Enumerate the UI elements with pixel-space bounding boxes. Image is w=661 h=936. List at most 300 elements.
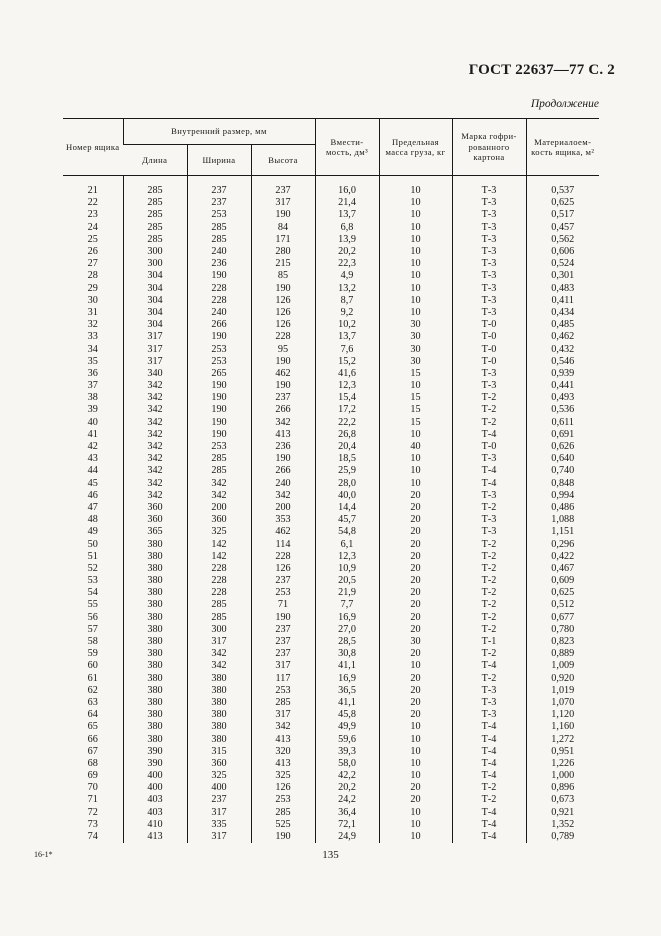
cell-material-consumption: 0,920	[526, 673, 599, 685]
cell-board-grade: Т-3	[452, 709, 526, 721]
cell-length: 285	[123, 176, 187, 198]
cell-material-consumption: 0,422	[526, 551, 599, 563]
cell-material-consumption: 0,939	[526, 368, 599, 380]
cell-max-load: 10	[379, 758, 452, 770]
cell-capacity: 20,2	[315, 782, 379, 794]
col-header-board-grade: Марка гофри-рованного картона	[452, 119, 526, 176]
table-row	[63, 209, 599, 221]
cell-max-load: 10	[379, 209, 452, 221]
cell-max-load: 10	[379, 380, 452, 392]
table-row	[63, 819, 599, 831]
cell-length: 342	[123, 453, 187, 465]
cell-width: 228	[187, 283, 251, 295]
table-row	[63, 392, 599, 404]
cell-capacity: 59,6	[315, 733, 379, 745]
cell-box-number: 33	[87, 331, 98, 343]
cell-material-consumption: 1,151	[526, 526, 599, 538]
cell-capacity: 17,2	[315, 404, 379, 416]
cell-height: 190	[251, 209, 315, 221]
cell-height: 84	[251, 222, 315, 234]
cell-length: 380	[123, 563, 187, 575]
cell-box-number: 63	[87, 696, 98, 708]
cell-max-load: 20	[379, 563, 452, 575]
cell-capacity: 27,0	[315, 624, 379, 636]
cell-width: 190	[187, 331, 251, 343]
cell-width: 142	[187, 538, 251, 550]
table-row	[63, 721, 599, 733]
cell-board-grade: Т-3	[452, 295, 526, 307]
cell-box-number: 59	[87, 648, 98, 660]
cell-width: 380	[187, 685, 251, 697]
table-row	[63, 441, 599, 453]
cell-capacity: 10,9	[315, 563, 379, 575]
cell-width: 342	[187, 490, 251, 502]
cell-board-grade: Т-3	[452, 453, 526, 465]
cell-width: 360	[187, 514, 251, 526]
cell-material-consumption: 0,296	[526, 538, 599, 550]
cell-board-grade: Т-2	[452, 599, 526, 611]
cell-material-consumption: 1,019	[526, 685, 599, 697]
cell-box-number: 24	[87, 221, 98, 233]
table-row	[63, 599, 599, 611]
cell-box-number: 37	[87, 380, 98, 392]
cell-height: 236	[251, 441, 315, 453]
cell-board-grade: Т-4	[452, 807, 526, 819]
cell-capacity: 20,4	[315, 441, 379, 453]
cell-max-load: 30	[379, 343, 452, 355]
cell-width: 228	[187, 563, 251, 575]
cell-capacity: 22,3	[315, 258, 379, 270]
cell-length: 342	[123, 380, 187, 392]
table-row	[63, 234, 599, 246]
table-row	[63, 538, 599, 550]
cell-board-grade: Т-3	[452, 209, 526, 221]
table-row	[63, 246, 599, 258]
cell-width: 380	[187, 733, 251, 745]
cell-height: 266	[251, 404, 315, 416]
table-row	[63, 831, 599, 843]
cell-capacity: 13,7	[315, 209, 379, 221]
cell-max-load: 15	[379, 392, 452, 404]
cell-length: 304	[123, 295, 187, 307]
cell-material-consumption: 1,120	[526, 709, 599, 721]
cell-capacity: 14,4	[315, 502, 379, 514]
cell-capacity: 36,4	[315, 807, 379, 819]
cell-capacity: 6,8	[315, 222, 379, 234]
table-row	[63, 368, 599, 380]
table-row	[63, 258, 599, 270]
cell-capacity: 21,4	[315, 197, 379, 209]
cell-height: 462	[251, 526, 315, 538]
cell-length: 342	[123, 465, 187, 477]
cell-width: 237	[187, 197, 251, 209]
cell-box-number: 62	[87, 684, 98, 696]
table-row	[63, 343, 599, 355]
cell-height: 126	[251, 563, 315, 575]
cell-length: 380	[123, 685, 187, 697]
cell-capacity: 30,8	[315, 648, 379, 660]
cell-height: 342	[251, 490, 315, 502]
cell-board-grade: Т-3	[452, 490, 526, 502]
cell-material-consumption: 0,537	[526, 176, 599, 198]
cell-max-load: 20	[379, 794, 452, 806]
cell-max-load: 10	[379, 831, 452, 843]
cell-board-grade: Т-4	[452, 733, 526, 745]
cell-box-number: 68	[87, 757, 98, 769]
cell-width: 253	[187, 209, 251, 221]
cell-board-grade: Т-4	[452, 429, 526, 441]
cell-height: 126	[251, 319, 315, 331]
cell-box-number: 31	[87, 306, 98, 318]
table-row	[63, 770, 599, 782]
cell-width: 380	[187, 673, 251, 685]
cell-box-number: 58	[87, 636, 98, 648]
table-row	[63, 270, 599, 282]
cell-board-grade: Т-0	[452, 356, 526, 368]
table-row	[63, 490, 599, 502]
cell-material-consumption: 0,434	[526, 307, 599, 319]
cell-capacity: 16,0	[315, 176, 379, 198]
cell-max-load: 10	[379, 234, 452, 246]
cell-max-load: 10	[379, 307, 452, 319]
table-row	[63, 758, 599, 770]
cell-board-grade: Т-2	[452, 587, 526, 599]
cell-height: 240	[251, 478, 315, 490]
cell-box-number: 26	[87, 246, 98, 258]
cell-height: 342	[251, 417, 315, 429]
cell-max-load: 20	[379, 599, 452, 611]
cell-width: 253	[187, 441, 251, 453]
cell-height: 215	[251, 258, 315, 270]
cell-max-load: 10	[379, 222, 452, 234]
cell-height: 200	[251, 502, 315, 514]
table-row	[63, 697, 599, 709]
continuation-label: Продолжение	[530, 98, 599, 110]
cell-capacity: 45,8	[315, 709, 379, 721]
col-header-max-load: Предельная масса груза, кг	[379, 119, 452, 176]
cell-material-consumption: 0,562	[526, 234, 599, 246]
cell-capacity: 49,9	[315, 721, 379, 733]
cell-material-consumption: 0,740	[526, 465, 599, 477]
cell-height: 190	[251, 283, 315, 295]
cell-width: 285	[187, 599, 251, 611]
cell-width: 325	[187, 770, 251, 782]
cell-material-consumption: 0,625	[526, 587, 599, 599]
cell-box-number: 70	[87, 782, 98, 794]
cell-max-load: 20	[379, 709, 452, 721]
cell-height: 190	[251, 356, 315, 368]
cell-height: 71	[251, 599, 315, 611]
cell-length: 285	[123, 197, 187, 209]
cell-board-grade: Т-2	[452, 575, 526, 587]
cell-length: 285	[123, 222, 187, 234]
cell-capacity: 42,2	[315, 770, 379, 782]
table-row	[63, 197, 599, 209]
col-header-height: Высота	[251, 145, 315, 176]
cell-box-number: 40	[87, 416, 98, 428]
cell-width: 315	[187, 746, 251, 758]
cell-max-load: 10	[379, 295, 452, 307]
table-row	[63, 551, 599, 563]
cell-width: 253	[187, 356, 251, 368]
cell-material-consumption: 0,626	[526, 441, 599, 453]
cell-material-consumption: 1,226	[526, 758, 599, 770]
cell-max-load: 20	[379, 575, 452, 587]
cell-capacity: 41,1	[315, 660, 379, 672]
cell-capacity: 54,8	[315, 526, 379, 538]
cell-width: 237	[187, 794, 251, 806]
cell-board-grade: Т-3	[452, 526, 526, 538]
cell-length: 360	[123, 502, 187, 514]
cell-height: 237	[251, 624, 315, 636]
cell-board-grade: Т-2	[452, 417, 526, 429]
cell-width: 190	[187, 429, 251, 441]
cell-board-grade: Т-4	[452, 478, 526, 490]
cell-height: 126	[251, 295, 315, 307]
cell-box-number: 49	[87, 526, 98, 538]
cell-material-consumption: 0,536	[526, 404, 599, 416]
cell-width: 265	[187, 368, 251, 380]
cell-width: 380	[187, 697, 251, 709]
cell-max-load: 10	[379, 283, 452, 295]
cell-capacity: 41,1	[315, 697, 379, 709]
cell-height: 525	[251, 819, 315, 831]
cell-box-number: 74	[87, 831, 98, 843]
cell-material-consumption: 0,896	[526, 782, 599, 794]
cell-length: 304	[123, 283, 187, 295]
cell-material-consumption: 0,493	[526, 392, 599, 404]
cell-board-grade: Т-2	[452, 538, 526, 550]
cell-board-grade: Т-3	[452, 685, 526, 697]
cell-width: 317	[187, 636, 251, 648]
cell-length: 380	[123, 636, 187, 648]
cell-material-consumption: 0,467	[526, 563, 599, 575]
cell-material-consumption: 1,009	[526, 660, 599, 672]
cell-board-grade: Т-0	[452, 343, 526, 355]
cell-length: 390	[123, 746, 187, 758]
cell-material-consumption: 0,625	[526, 197, 599, 209]
cell-length: 304	[123, 319, 187, 331]
cell-width: 317	[187, 807, 251, 819]
cell-height: 285	[251, 807, 315, 819]
cell-length: 342	[123, 441, 187, 453]
cell-board-grade: Т-0	[452, 441, 526, 453]
cell-box-number: 43	[87, 453, 98, 465]
cell-board-grade: Т-4	[452, 660, 526, 672]
cell-height: 228	[251, 551, 315, 563]
cell-capacity: 45,7	[315, 514, 379, 526]
cell-capacity: 20,5	[315, 575, 379, 587]
cell-board-grade: Т-2	[452, 612, 526, 624]
table-row	[63, 417, 599, 429]
cell-box-number: 36	[87, 367, 98, 379]
cell-material-consumption: 0,691	[526, 429, 599, 441]
cell-length: 380	[123, 612, 187, 624]
cell-length: 380	[123, 660, 187, 672]
cell-height: 325	[251, 770, 315, 782]
cell-box-number: 30	[87, 294, 98, 306]
cell-height: 228	[251, 331, 315, 343]
cell-height: 237	[251, 176, 315, 198]
cell-material-consumption: 0,823	[526, 636, 599, 648]
cell-board-grade: Т-2	[452, 404, 526, 416]
cell-length: 342	[123, 404, 187, 416]
cell-length: 300	[123, 246, 187, 258]
cell-height: 171	[251, 234, 315, 246]
cell-width: 285	[187, 222, 251, 234]
cell-max-load: 30	[379, 356, 452, 368]
cell-capacity: 16,9	[315, 673, 379, 685]
cell-material-consumption: 1,352	[526, 819, 599, 831]
cell-max-load: 10	[379, 453, 452, 465]
cell-height: 462	[251, 368, 315, 380]
cell-width: 240	[187, 246, 251, 258]
cell-material-consumption: 0,483	[526, 283, 599, 295]
cell-material-consumption: 1,160	[526, 721, 599, 733]
cell-material-consumption: 0,486	[526, 502, 599, 514]
cell-board-grade: Т-2	[452, 624, 526, 636]
table-row	[63, 709, 599, 721]
cell-capacity: 9,2	[315, 307, 379, 319]
cell-width: 342	[187, 478, 251, 490]
table-row	[63, 283, 599, 295]
cell-width: 285	[187, 612, 251, 624]
cell-capacity: 13,9	[315, 234, 379, 246]
cell-board-grade: Т-2	[452, 648, 526, 660]
cell-height: 190	[251, 380, 315, 392]
cell-length: 304	[123, 270, 187, 282]
cell-box-number: 34	[87, 343, 98, 355]
cell-height: 126	[251, 307, 315, 319]
cell-box-number: 65	[87, 721, 98, 733]
cell-material-consumption: 0,517	[526, 209, 599, 221]
cell-capacity: 15,4	[315, 392, 379, 404]
cell-height: 190	[251, 453, 315, 465]
cell-box-number: 57	[87, 623, 98, 635]
cell-capacity: 4,9	[315, 270, 379, 282]
cell-length: 317	[123, 331, 187, 343]
cell-max-load: 40	[379, 441, 452, 453]
cell-material-consumption: 0,848	[526, 478, 599, 490]
cell-height: 95	[251, 343, 315, 355]
cell-max-load: 20	[379, 551, 452, 563]
cell-length: 380	[123, 721, 187, 733]
cell-material-consumption: 0,512	[526, 599, 599, 611]
col-header-material-consumption: Материалоем-кость ящика, м²	[526, 119, 599, 176]
cell-box-number: 41	[87, 428, 98, 440]
cell-max-load: 10	[379, 807, 452, 819]
cell-box-number: 60	[87, 660, 98, 672]
cell-length: 400	[123, 770, 187, 782]
cell-max-load: 20	[379, 502, 452, 514]
cell-board-grade: Т-2	[452, 392, 526, 404]
cell-box-number: 23	[87, 209, 98, 221]
sheet-mark: 16-1*	[34, 850, 53, 859]
cell-length: 380	[123, 538, 187, 550]
cell-max-load: 20	[379, 685, 452, 697]
cell-max-load: 20	[379, 587, 452, 599]
cell-max-load: 10	[379, 197, 452, 209]
cell-length: 285	[123, 234, 187, 246]
cell-length: 410	[123, 819, 187, 831]
table-row	[63, 575, 599, 587]
cell-length: 365	[123, 526, 187, 538]
col-header-length: Длина	[123, 145, 187, 176]
table-row	[63, 587, 599, 599]
cell-box-number: 21	[87, 185, 98, 197]
cell-length: 380	[123, 709, 187, 721]
cell-max-load: 30	[379, 319, 452, 331]
table-row	[63, 453, 599, 465]
cell-material-consumption: 0,994	[526, 490, 599, 502]
table-row	[63, 465, 599, 477]
cell-board-grade: Т-3	[452, 307, 526, 319]
table-row	[63, 478, 599, 490]
cell-max-load: 10	[379, 258, 452, 270]
cell-height: 190	[251, 831, 315, 843]
cell-box-number: 54	[87, 587, 98, 599]
cell-height: 253	[251, 587, 315, 599]
cell-height: 320	[251, 746, 315, 758]
table-row	[63, 746, 599, 758]
cell-height: 266	[251, 465, 315, 477]
table-row	[63, 176, 599, 198]
cell-length: 342	[123, 392, 187, 404]
cell-width: 266	[187, 319, 251, 331]
cell-max-load: 10	[379, 733, 452, 745]
cell-board-grade: Т-3	[452, 222, 526, 234]
cell-length: 342	[123, 417, 187, 429]
cell-max-load: 10	[379, 465, 452, 477]
cell-max-load: 10	[379, 270, 452, 282]
table-row	[63, 319, 599, 331]
cell-width: 200	[187, 502, 251, 514]
cell-capacity: 26,8	[315, 429, 379, 441]
cell-capacity: 72,1	[315, 819, 379, 831]
cell-material-consumption: 0,411	[526, 295, 599, 307]
cell-box-number: 69	[87, 770, 98, 782]
cell-max-load: 20	[379, 538, 452, 550]
cell-capacity: 36,5	[315, 685, 379, 697]
cell-height: 317	[251, 709, 315, 721]
cell-length: 380	[123, 587, 187, 599]
cell-capacity: 24,9	[315, 831, 379, 843]
table-row	[63, 807, 599, 819]
cell-length: 380	[123, 697, 187, 709]
cell-board-grade: Т-0	[452, 331, 526, 343]
table-body	[63, 176, 599, 844]
cell-board-grade: Т-4	[452, 465, 526, 477]
cell-max-load: 10	[379, 478, 452, 490]
cell-width: 285	[187, 234, 251, 246]
cell-box-number: 55	[87, 599, 98, 611]
cell-capacity: 58,0	[315, 758, 379, 770]
cell-capacity: 13,2	[315, 283, 379, 295]
cell-box-number: 39	[87, 404, 98, 416]
cell-max-load: 20	[379, 612, 452, 624]
cell-height: 280	[251, 246, 315, 258]
cell-width: 342	[187, 660, 251, 672]
cell-board-grade: Т-3	[452, 246, 526, 258]
table-row	[63, 356, 599, 368]
cell-width: 360	[187, 758, 251, 770]
cell-height: 353	[251, 514, 315, 526]
cell-board-grade: Т-2	[452, 551, 526, 563]
cell-box-number: 27	[87, 258, 98, 270]
cell-capacity: 28,0	[315, 478, 379, 490]
cell-box-number: 45	[87, 477, 98, 489]
cell-capacity: 7,6	[315, 343, 379, 355]
